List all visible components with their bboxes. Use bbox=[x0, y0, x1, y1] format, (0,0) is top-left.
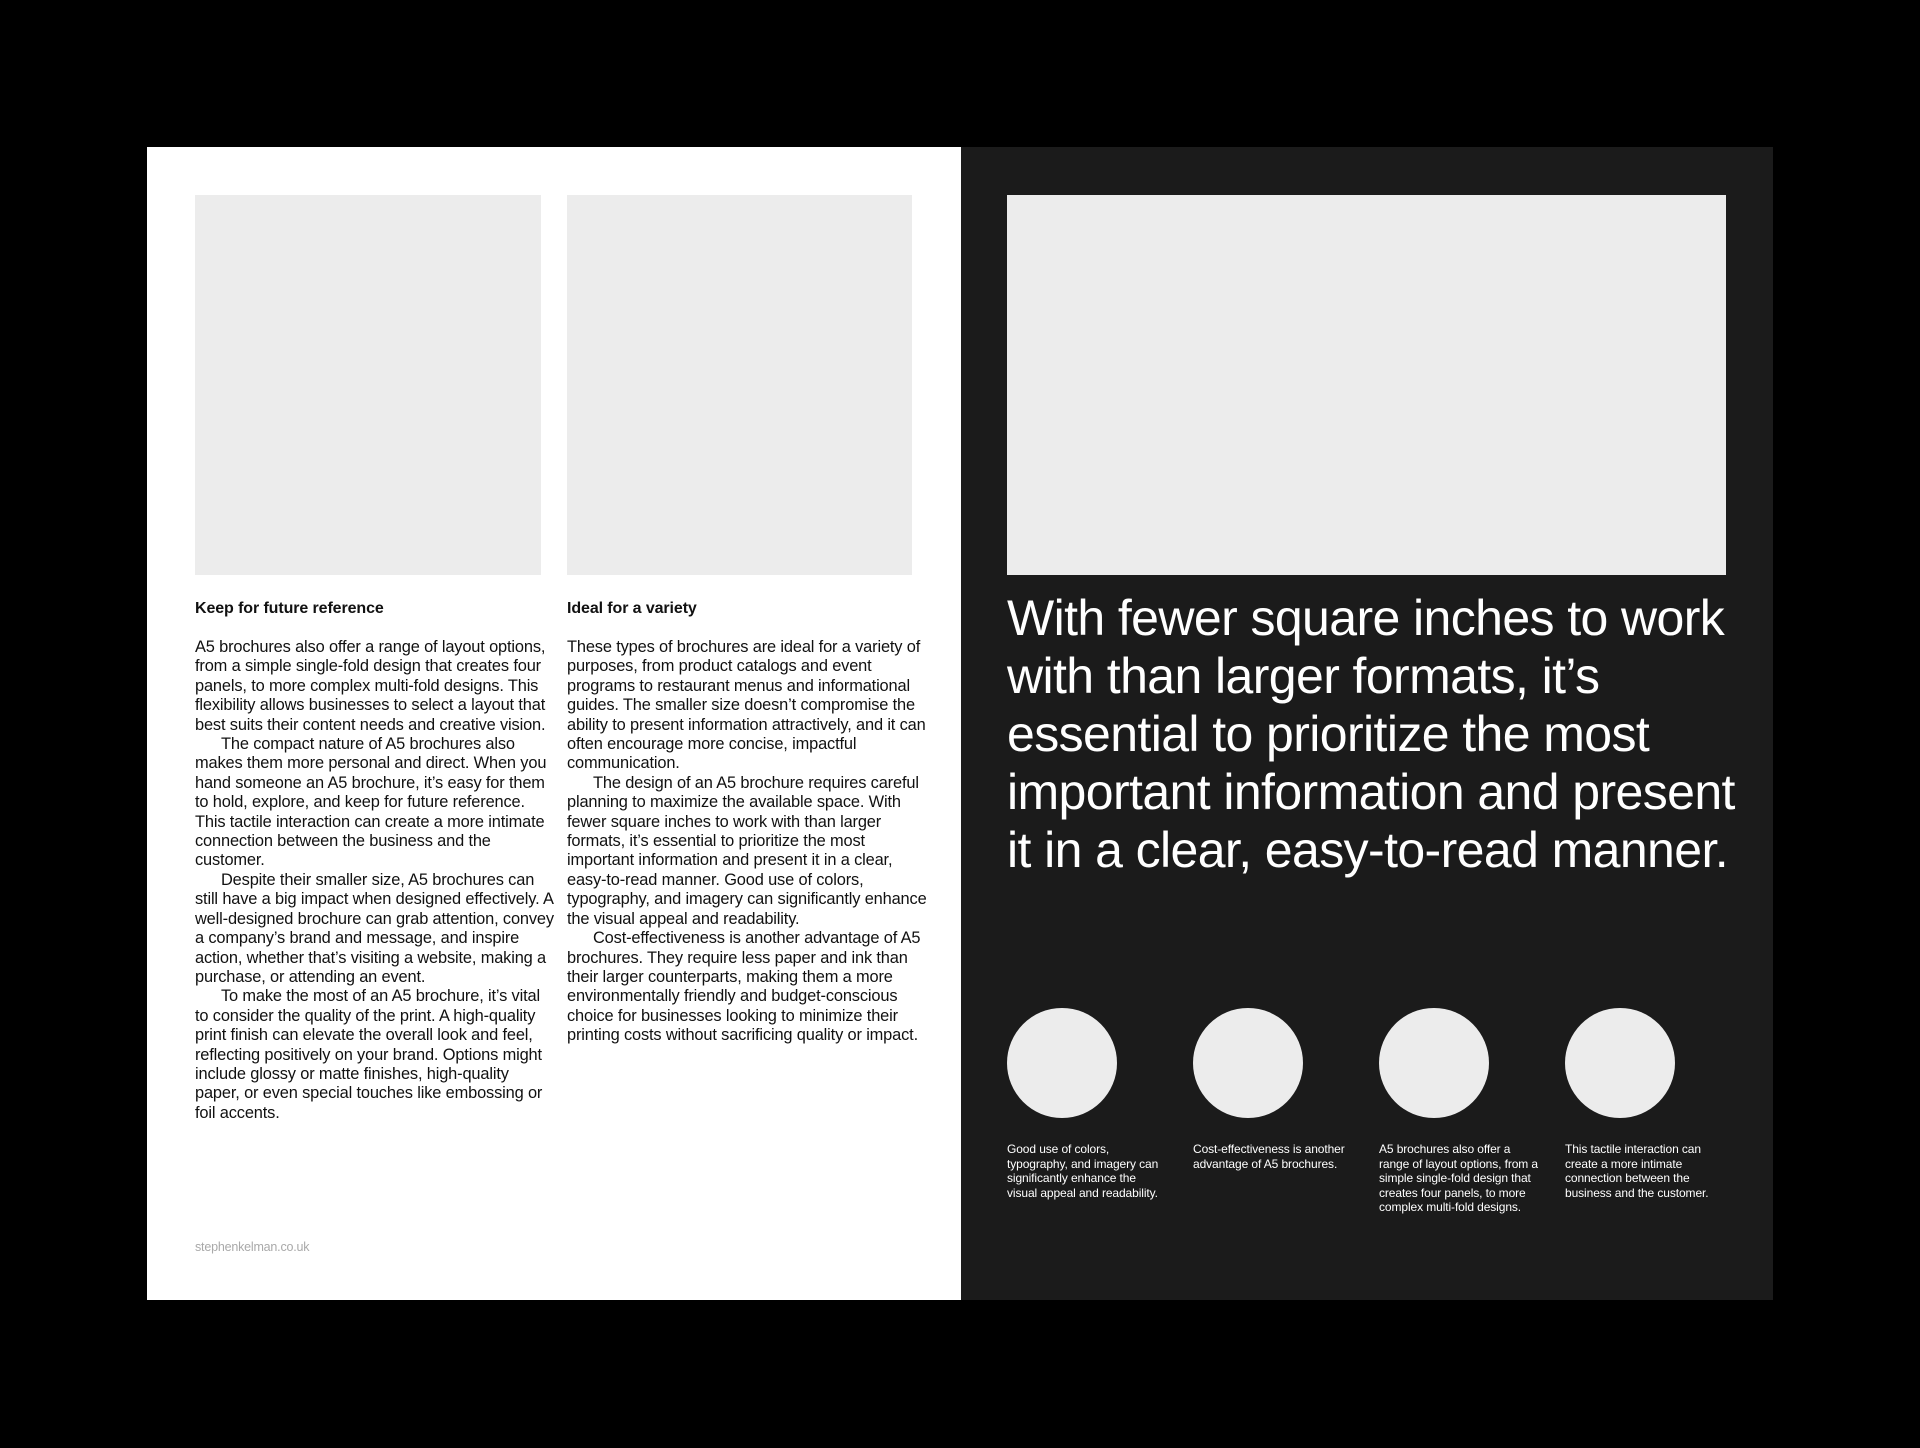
column-heading: Keep for future reference bbox=[195, 600, 384, 617]
pull-quote-headline: With fewer square inches to work with than larger formats, it’s essential to prioritize the most important information and present it in a clear, easy-to-read manner. bbox=[1007, 590, 1735, 878]
feature-caption: Good use of colors, typography, and imagery can significantly enhance the visual appeal and readability. bbox=[1007, 1142, 1159, 1200]
paragraph: A5 brochures also offer a range of layout options, from a simple single-fold design that creates four panels, to more complex multi-fold designs. This flexibility allows businesses to select a layout that best suits their content needs and creative vision. bbox=[195, 638, 546, 734]
paragraph: The compact nature of A5 brochures also makes them more personal and direct. When you hand someone an A5 brochure, it’s easy for them to hold, explore, and keep for future reference. This tactile interaction can create a more intimate connection between the business and the customer. bbox=[195, 735, 547, 870]
image-placeholder-left bbox=[195, 195, 541, 575]
paragraph: Despite their smaller size, A5 brochures can still have a big impact when designed effectively. A well-designed brochure can grab attention, convey a company’s brand and message, and inspire action, whether that’s visiting a website, making a purchase, or attending an event. bbox=[195, 870, 554, 986]
left-page bbox=[147, 147, 961, 1300]
image-placeholder-middle bbox=[567, 195, 912, 575]
feature-caption: This tactile interaction can create a more intimate connection between the business and the customer. bbox=[1565, 1142, 1709, 1200]
paragraph: To make the most of an A5 brochure, it’s vital to consider the quality of the print. A high-quality print finish can elevate the overall look and feel, reflecting positively on your brand. Options might include glossy or matte finishes, high-quality paper, or even special touches like embossing or foil accents. bbox=[195, 987, 543, 1122]
image-placeholder-wide bbox=[1007, 195, 1726, 575]
right-page bbox=[961, 147, 1773, 1300]
text-column-variety bbox=[567, 599, 927, 1046]
column-body bbox=[567, 638, 927, 1046]
text-column-reference bbox=[195, 599, 555, 1123]
paragraph: These types of brochures are ideal for a variety of purposes, from product catalogs and event programs to restaurant menus and informational guides. The smaller size doesn’t compromise the ability to present information attractively, and it can often encourage more concise, impactful communication. bbox=[567, 638, 926, 773]
paragraph: Cost-effectiveness is another advantage of A5 brochures. They require less paper and ink than their larger counterparts, making them a more environmentally friendly and budget-conscious choice for businesses looking to minimize their printing costs without sacrificing quality or impact. bbox=[567, 929, 921, 1045]
feature-item bbox=[1565, 1008, 1725, 1200]
circle-image-placeholder bbox=[1193, 1008, 1303, 1118]
feature-item bbox=[1193, 1008, 1353, 1171]
feature-caption: Cost-effectiveness is another advantage of A5 brochures. bbox=[1193, 1142, 1345, 1171]
circle-image-placeholder bbox=[1565, 1008, 1675, 1118]
column-body bbox=[195, 638, 555, 1123]
footer-url: stephenkelman.co.uk bbox=[195, 1240, 310, 1254]
column-heading: Ideal for a variety bbox=[567, 600, 697, 617]
feature-item bbox=[1007, 1008, 1167, 1200]
feature-caption: A5 brochures also offer a range of layout options, from a simple single-fold design that creates four panels, to more complex multi-fold designs. bbox=[1379, 1142, 1538, 1215]
brochure-spread bbox=[147, 147, 1773, 1300]
circle-image-placeholder bbox=[1007, 1008, 1117, 1118]
feature-row bbox=[1007, 1008, 1767, 1248]
circle-image-placeholder bbox=[1379, 1008, 1489, 1118]
feature-item bbox=[1379, 1008, 1539, 1215]
paragraph: The design of an A5 brochure requires careful planning to maximize the available space. With fewer square inches to work with than larger formats, it’s essential to prioritize the most important information and present it in a clear, easy-to-read manner. Good use of colors, typography, and imagery can significantly enhance the visual appeal and readability. bbox=[567, 773, 927, 928]
